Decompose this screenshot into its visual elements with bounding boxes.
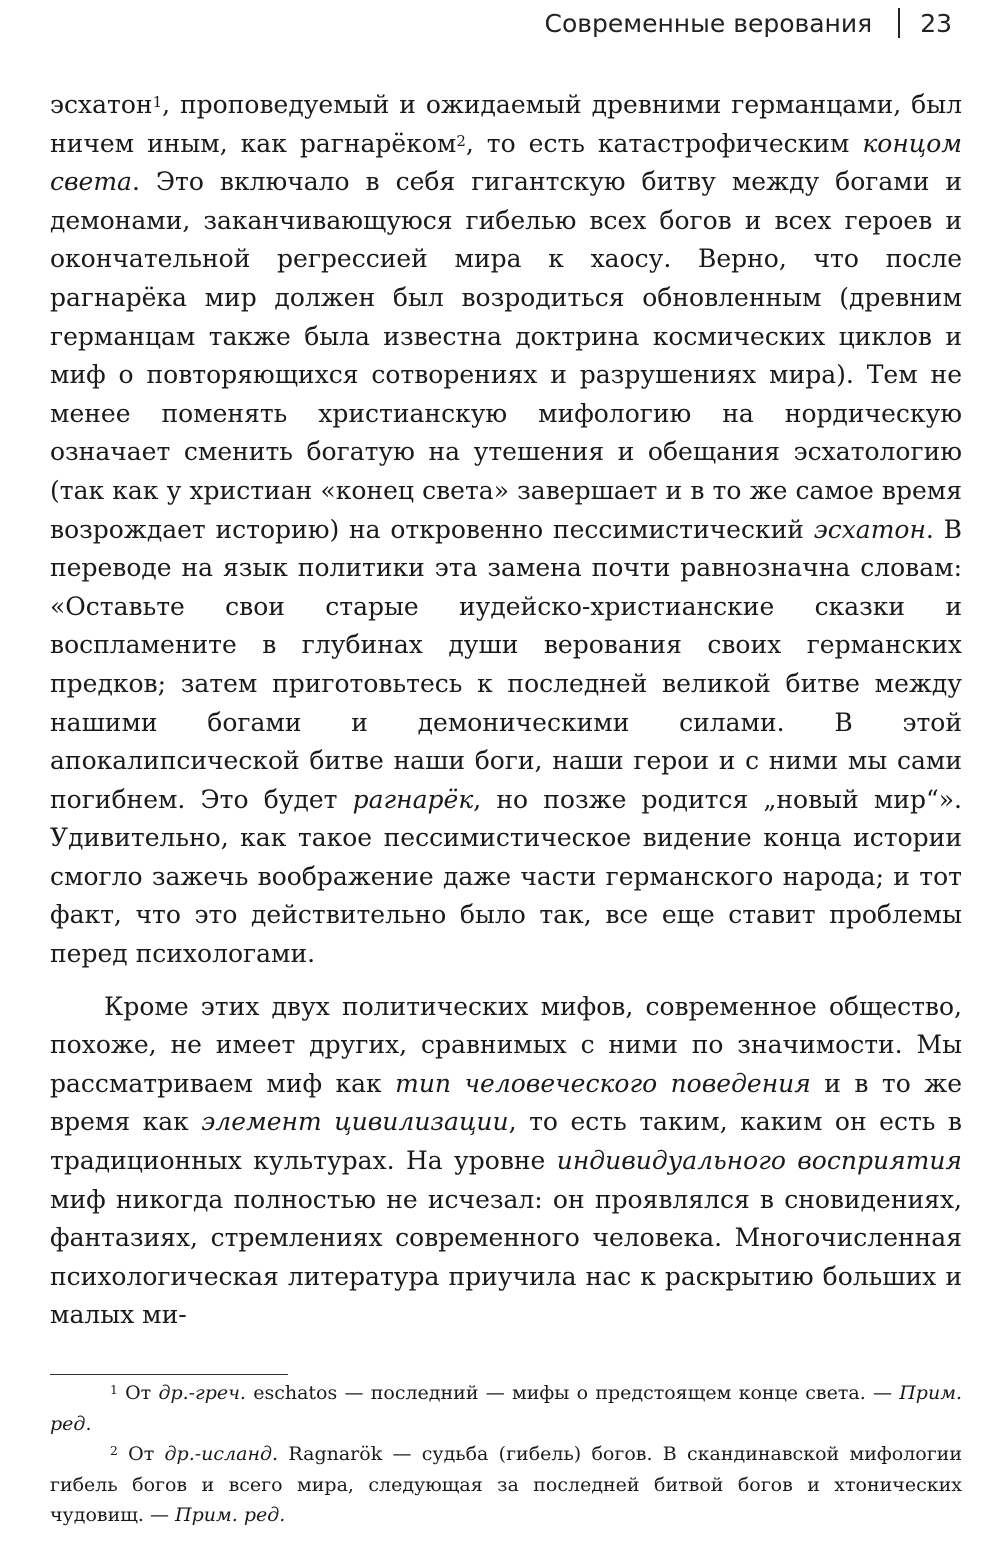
text-span: Кроме этих двух политических мифов, современное общество, похоже, не имеет других, сравнимых с ними по значимости. Мы рассматриваем миф как [50, 991, 962, 1098]
italic-term: др.-греч. [158, 1382, 246, 1404]
footnote-ref-2: 2 [456, 131, 466, 150]
text-span: , то есть таким, каким он есть в традиционных культурах. На уровне [50, 1107, 962, 1176]
text-span: и в то же время как [50, 1068, 962, 1137]
paragraph-2 [50, 988, 962, 1335]
running-head-divider [898, 8, 900, 38]
page-number: 23 [920, 8, 952, 38]
italic-term: индивидуального восприятия [556, 1146, 962, 1176]
footnote-ref-1: 1 [152, 93, 163, 111]
running-head-title: Современные верования [544, 8, 873, 38]
footnote-2 [50, 1439, 962, 1531]
footnote-divider [50, 1374, 288, 1375]
italic-term: др.-исланд. [164, 1443, 279, 1465]
italic-term: рагнарёк [352, 784, 474, 814]
text-span: , но позже родится „новый мир“». Удивительно, как такое пессимистическое видение конца истории смогло зажечь воображение даже части германского народа; и тот факт, что это действительно было так, все еще ставит проблемы перед психологами. [50, 784, 962, 969]
text-span: миф никогда полностью не исчезал: он проявлялся в сновидениях, фантазиях, стремлениях современного человека. Многочисленная психологическая литература приучила нас к раскрытию больших и малых ми- [50, 1184, 962, 1330]
italic-term: Прим. ред. [175, 1504, 286, 1526]
italic-term: тип человеческого поведения [395, 1068, 811, 1098]
italic-term: Прим. ред. [50, 1382, 962, 1435]
italic-term: концом света [50, 128, 963, 197]
text-span: эсхатон [50, 90, 153, 119]
body-text [50, 86, 962, 1335]
footnote-1 [50, 1378, 962, 1439]
footnotes [50, 1378, 962, 1531]
running-head [544, 8, 952, 38]
text-span: , то есть катастрофическим [465, 128, 863, 158]
paragraph-1 [50, 86, 962, 974]
text-span: . В переводе на язык политики эта замена почти равнозначна словам: «Оставьте свои старые иудейско-христианские сказки и воспламените в глубинах души верования своих германских предков; затем приготовьтесь к последней великой битве между нашими богами и демоническими силами. В этой апокалипсической битве наши боги, наши герои и с ними мы сами погибнем. Это будет [50, 514, 963, 814]
italic-term: эсхатон [813, 514, 926, 544]
text-span: От [117, 1382, 159, 1404]
text-span: . Это включало в себя гигантскую битву между богами и демонами, заканчивающуюся гибелью всех богов и всех героев и окончательной регрессией мира к хаосу. Верно, что после рагнарёка мир должен был возродиться обновленным (древним германцам также была известна доктрина космических циклов и миф о повторяющихся сотворениях и разрушениях мира). Тем не менее поменять христианскую мифологию на нордическую означает сменить богатую на утешения и обещания эсхатологию (так как у христиан «конец света» завершает и в то же самое время возрождает историю) на откровенно пессимистический [50, 167, 962, 544]
footnote-marker: 2 [110, 1444, 118, 1459]
text-span: От [117, 1443, 165, 1465]
text-span: eschatos — последний — мифы о предстоящем конце света. — [245, 1382, 900, 1404]
italic-term: элемент цивилизации [201, 1107, 509, 1137]
text-span: , проповедуемый и ожидаемый древними германцами, был ничем иным, как рагнарёком [50, 90, 962, 158]
footnote-marker: 1 [110, 1383, 118, 1398]
text-span: Ragnarök — судьба (гибель) богов. В скандинавской мифологии гибель богов и всего мира, следующая за последней битвой богов и хтонических чудовищ. — [50, 1443, 963, 1526]
